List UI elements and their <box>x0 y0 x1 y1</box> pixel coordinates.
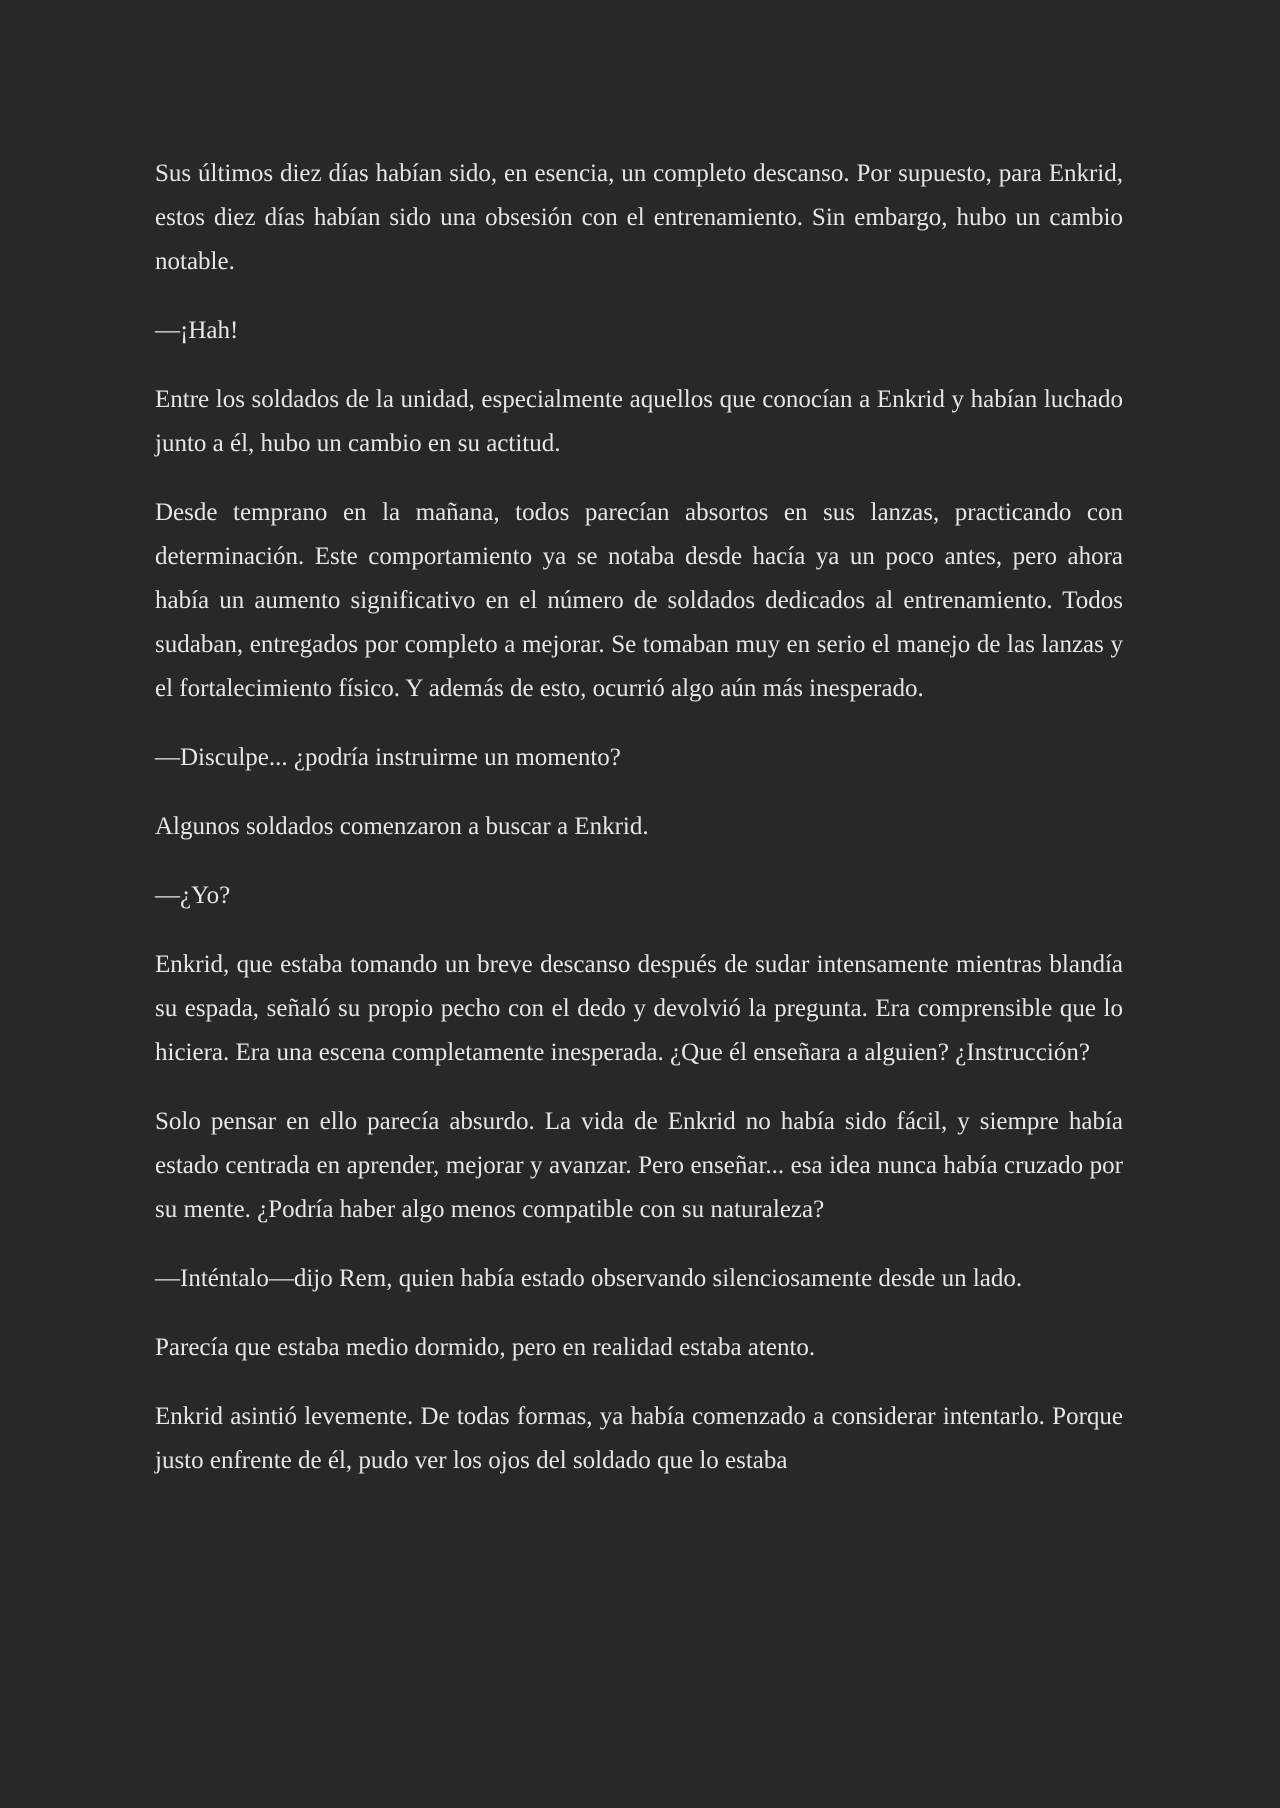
paragraph-8: Enkrid, que estaba tomando un breve descanso después de sudar intensamente mientras blandía su espada, señaló su propio pecho con el dedo y devolvió la pregunta. Era comprensible que lo hiciera. Era una escena completamente inesperada. ¿Que él enseñara a alguien? ¿Instrucción? <box>155 951 1123 1066</box>
paragraph-4: Desde temprano en la mañana, todos parecían absortos en sus lanzas, practicando con determinación. Este comportamiento ya se notaba desde hacía ya un poco antes, pero ahora había un aumento significativo en el número de soldados dedicados al entrenamiento. Todos sudaban, entregados por completo a mejorar. Se tomaban muy en serio el manejo de las lanzas y el fortalecimiento físico. Y además de esto, ocurrió algo aún más inesperado. <box>155 499 1123 702</box>
paragraph-9: Solo pensar en ello parecía absurdo. La vida de Enkrid no había sido fácil, y siempre había estado centrada en aprender, mejorar y avanzar. Pero enseñar... esa idea nunca había cruzado por su mente. ¿Podría haber algo menos compatible con su naturaleza? <box>155 1108 1123 1223</box>
paragraph-1: Sus últimos diez días habían sido, en esencia, un completo descanso. Por supuesto, para Enkrid, estos diez días habían sido una obsesión con el entrenamiento. Sin embargo, hubo un cambio notable. <box>155 160 1123 275</box>
paragraph-3: Entre los soldados de la unidad, especialmente aquellos que conocían a Enkrid y habían luchado junto a él, hubo un cambio en su actitud. <box>155 386 1123 457</box>
paragraph-5: —Disculpe... ¿podría instruirme un momento? <box>155 744 621 771</box>
paragraph-2: —¡Hah! <box>155 317 239 344</box>
paragraph-10: —Inténtalo—dijo Rem, quien había estado observando silenciosamente desde un lado. <box>155 1265 1023 1292</box>
paragraph-6: Algunos soldados comenzaron a buscar a Enkrid. <box>155 813 649 840</box>
paragraph-12: Enkrid asintió levemente. De todas formas, ya había comenzado a considerar intentarlo. Porque justo enfrente de él, pudo ver los ojos del soldado que lo estaba <box>155 1403 1123 1474</box>
paragraph-11: Parecía que estaba medio dormido, pero en realidad estaba atento. <box>155 1334 816 1361</box>
paragraph-7: —¿Yo? <box>155 882 231 909</box>
